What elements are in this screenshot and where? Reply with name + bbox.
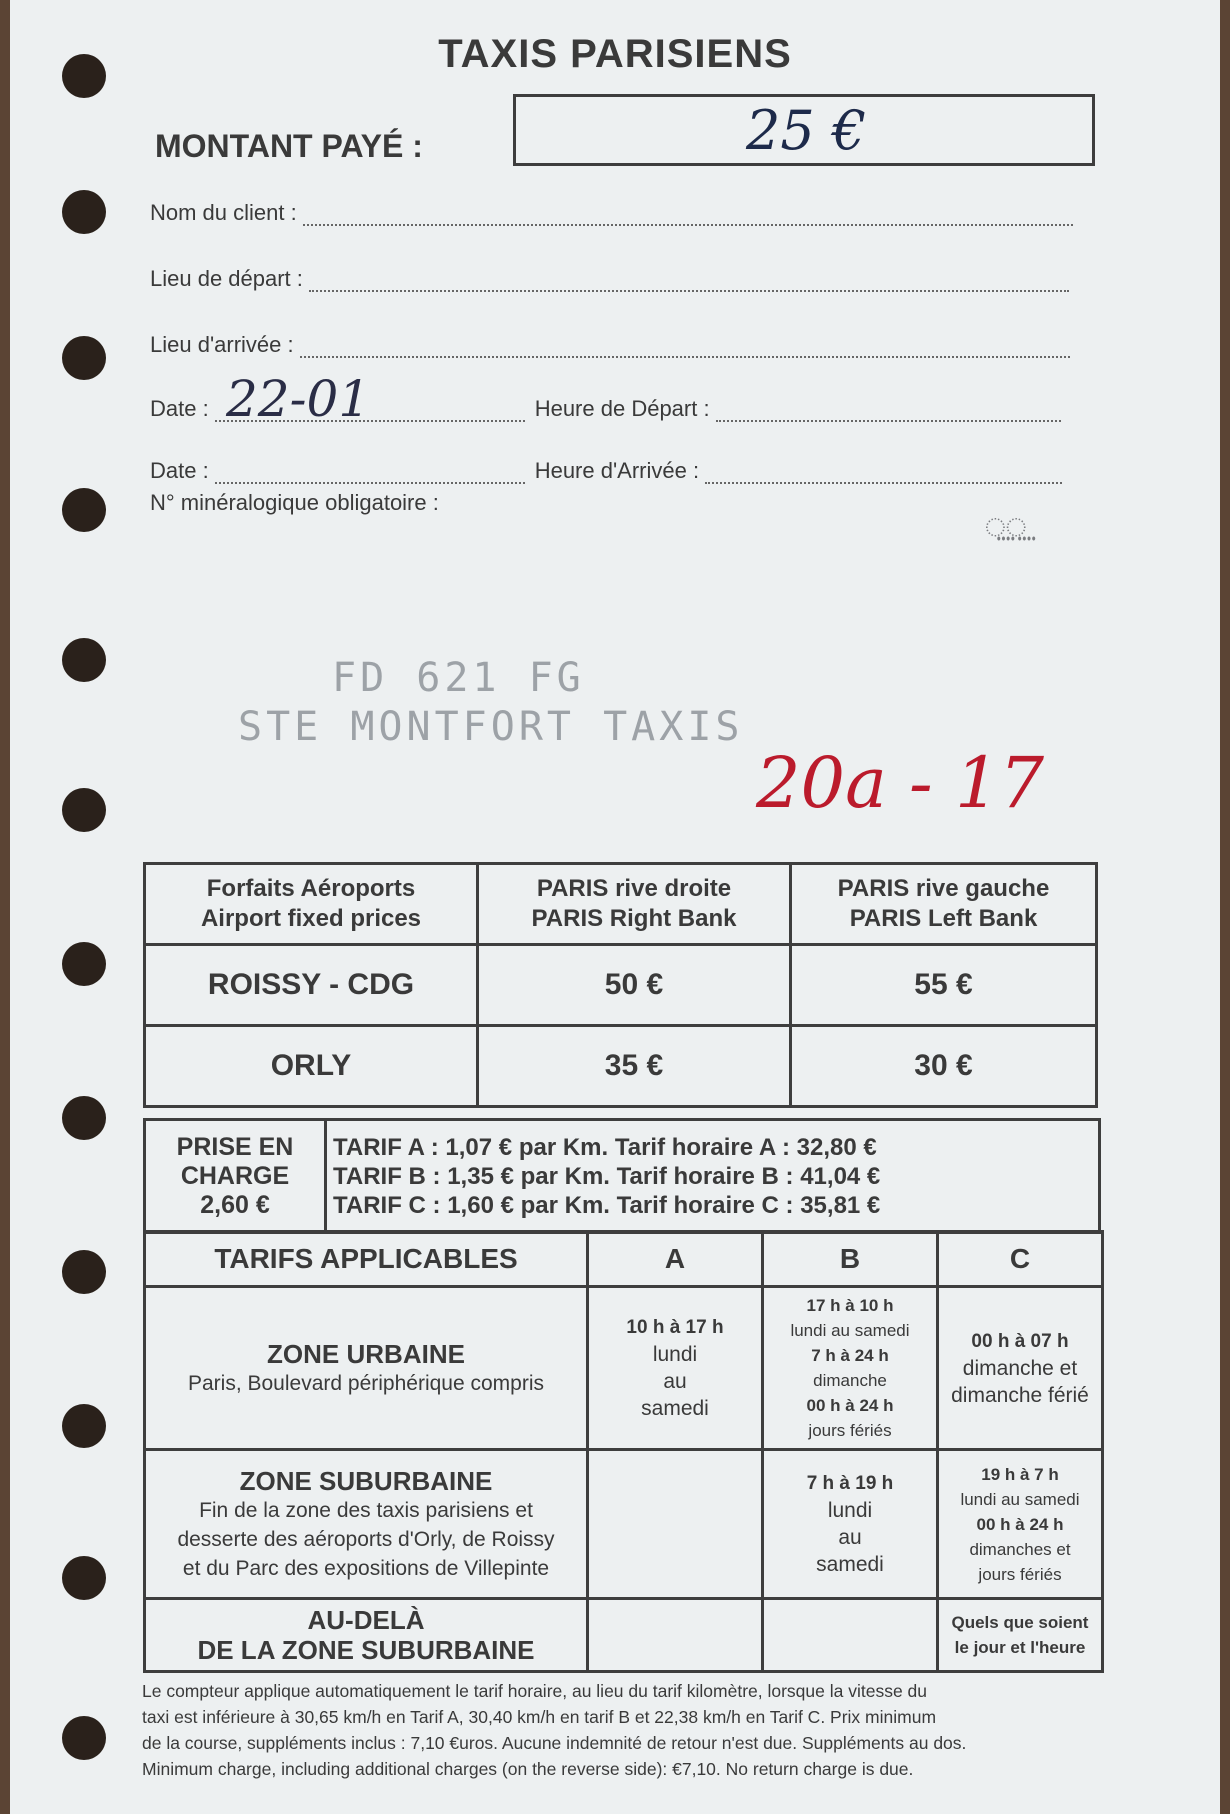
- footnote-line: taxi est inférieure à 30,65 km/h en Tarif A, 30,40 km/h en tarif B et 22,38 km/h en Tarif C. Prix minimum: [142, 1707, 937, 1727]
- binder-hole: [62, 336, 106, 380]
- schedule-cell: [938, 1287, 1103, 1450]
- zone-description: Paris, Boulevard périphérique compris: [187, 1371, 544, 1395]
- departure-time-label: Heure de Départ :: [534, 396, 710, 421]
- arrival-date-field: [150, 458, 1062, 484]
- price-right-bank: 50 €: [478, 945, 791, 1026]
- schedule-line: dimanches et: [969, 1539, 1071, 1559]
- schedule-cell: [938, 1599, 1103, 1672]
- schedule-cell-empty: [588, 1450, 763, 1599]
- arrival-place-label: Lieu d'arrivée :: [150, 332, 294, 357]
- zone-cell: [145, 1450, 588, 1599]
- binder-hole: [62, 638, 106, 682]
- schedule-line: 00 h à 24 h: [976, 1514, 1064, 1534]
- binder-hole: [62, 1404, 106, 1448]
- amount-box: [513, 94, 1095, 166]
- schedule-line: lundi: [827, 1499, 873, 1522]
- price-left-bank: 30 €: [791, 1026, 1097, 1107]
- schedule-line: 7 h à 24 h: [811, 1346, 889, 1365]
- zones-table: [143, 1230, 1104, 1673]
- pickup-charge-text: PRISE EN: [176, 1132, 294, 1161]
- handwritten-note: 20a - 17: [756, 742, 1045, 824]
- header-label: Airport fixed prices: [200, 905, 422, 932]
- arrival-place-field: [150, 332, 1070, 358]
- schedule-line: au: [838, 1526, 862, 1549]
- zone-name: ZONE URBAINE: [267, 1338, 465, 1369]
- schedule-line: jours fériés: [978, 1564, 1062, 1584]
- footnote-line: de la course, suppléments inclus : 7,10 €uros. Aucune indemnité de retour n'est due. Suppléments au dos.: [142, 1733, 967, 1753]
- schedule-line: 00 h à 24 h: [806, 1396, 894, 1415]
- table-row: [145, 945, 1097, 1026]
- zone-name: ZONE SUBURBAINE: [239, 1465, 493, 1496]
- binder-hole: [62, 488, 106, 532]
- binder-hole: [62, 1250, 106, 1294]
- pickup-charge-cell: [145, 1120, 326, 1233]
- tariff-table: [143, 1118, 1101, 1234]
- client-name-field: [150, 200, 1073, 226]
- arrival-time-label: Heure d'Arrivée :: [534, 458, 700, 483]
- binder-hole: [62, 1096, 106, 1140]
- stamp-company: STE MONTFORT TAXIS: [238, 704, 744, 750]
- date-label: Date :: [150, 396, 209, 421]
- tariff-lines-cell: [326, 1120, 1100, 1233]
- tariff-line: TARIF C : 1,60 € par Km. Tarif horaire C : 35,81 €: [333, 1191, 881, 1219]
- schedule-line: 10 h à 17 h: [626, 1317, 724, 1338]
- schedule-line: 7 h à 19 h: [806, 1473, 894, 1494]
- footnote: [142, 1678, 1107, 1782]
- price-right-bank: 35 €: [478, 1026, 791, 1107]
- schedule-line: au: [663, 1370, 687, 1393]
- pickup-charge-value: 2,60 €: [200, 1190, 270, 1219]
- table-row: [145, 1232, 1103, 1287]
- schedule-cell: [938, 1450, 1103, 1599]
- schedule-line: 19 h à 7 h: [981, 1464, 1059, 1484]
- schedule-cell: [763, 1287, 938, 1450]
- stamp-mark: ⵿⵿: [985, 512, 1026, 542]
- schedule-cell: [588, 1287, 763, 1450]
- amount-label: MONTANT PAYÉ :: [155, 128, 423, 164]
- footnote-line: Minimum charge, including additional charges (on the reverse side): €7,10. No return charge is due.: [142, 1759, 914, 1779]
- plate-number-field: [150, 490, 439, 516]
- schedule-line: lundi: [652, 1343, 698, 1366]
- dotted-line: [716, 404, 1061, 422]
- schedule-line: 00 h à 07 h: [971, 1330, 1069, 1352]
- departure-place-field: [150, 266, 1069, 292]
- header-label: Forfaits Aéroports: [206, 875, 416, 902]
- dotted-line: [309, 274, 1069, 292]
- stamp-plate: FD 621 FG: [332, 655, 585, 701]
- table-row: [145, 864, 1097, 945]
- zone-cell: [145, 1599, 588, 1672]
- binder-hole: [62, 788, 106, 832]
- table-row: [145, 1599, 1103, 1672]
- plate-number-label: N° minéralogique obligatoire :: [150, 490, 439, 515]
- amount-value: 25 €: [746, 99, 867, 162]
- header-label: PARIS Left Bank: [849, 905, 1038, 932]
- zones-header-cell: B: [763, 1232, 938, 1287]
- dotted-line: [300, 340, 1070, 358]
- binder-hole: [62, 1716, 106, 1760]
- table-row: [145, 1026, 1097, 1107]
- airport-prices-table: [143, 862, 1098, 1108]
- schedule-line: lundi au samedi: [790, 1321, 910, 1340]
- zones-header-cell: A: [588, 1232, 763, 1287]
- schedule-line: dimanche: [813, 1371, 887, 1390]
- table-cell: [791, 864, 1097, 945]
- table-row: [145, 1120, 1100, 1233]
- airport-name: ORLY: [145, 1026, 478, 1107]
- zones-header-cell: C: [938, 1232, 1103, 1287]
- airport-name: ROISSY - CDG: [145, 945, 478, 1026]
- binder-hole: [62, 942, 106, 986]
- schedule-line: dimanche et: [962, 1356, 1078, 1380]
- dotted-line: [705, 466, 1062, 484]
- table-row: [145, 1287, 1103, 1450]
- dotted-line: [303, 208, 1073, 226]
- header-label: PARIS rive gauche: [837, 875, 1050, 902]
- price-left-bank: 55 €: [791, 945, 1097, 1026]
- schedule-line: le jour et l'heure: [954, 1638, 1086, 1657]
- table-cell: [478, 864, 791, 945]
- schedule-line: 17 h à 10 h: [806, 1296, 894, 1315]
- zone-description: desserte des aéroports d'Orly, de Roissy: [177, 1527, 555, 1551]
- zones-header-cell: TARIFS APPLICABLES: [145, 1232, 588, 1287]
- zone-cell: [145, 1287, 588, 1450]
- schedule-cell-empty: [588, 1599, 763, 1672]
- departure-place-label: Lieu de départ :: [150, 266, 303, 291]
- client-name-label: Nom du client :: [150, 200, 297, 225]
- footnote-line: Le compteur applique automatiquement le tarif horaire, au lieu du tarif kilomètre, lorsque la vitesse du: [142, 1681, 928, 1701]
- table-row: [145, 1450, 1103, 1599]
- binder-hole: [62, 1556, 106, 1600]
- schedule-line: dimanche férié: [951, 1383, 1089, 1407]
- date-label: Date :: [150, 458, 209, 483]
- zone-description: Fin de la zone des taxis parisiens et: [199, 1498, 533, 1522]
- dotted-line: [215, 466, 525, 484]
- schedule-line: jours fériés: [808, 1421, 892, 1440]
- zone-name: AU-DELÀ: [307, 1605, 425, 1635]
- table-cell: [145, 864, 478, 945]
- zone-description: et du Parc des expositions de Villepinte: [182, 1556, 550, 1580]
- tariff-line: TARIF A : 1,07 € par Km. Tarif horaire A : 32,80 €: [333, 1133, 877, 1161]
- header-label: PARIS Right Bank: [531, 905, 737, 932]
- pickup-charge-text: CHARGE: [180, 1161, 290, 1190]
- handwritten-date: 22-01: [226, 370, 371, 428]
- receipt-title: TAXIS PARISIENS: [438, 32, 792, 76]
- zone-name: DE LA ZONE SUBURBAINE: [197, 1635, 535, 1665]
- schedule-line: Quels que soient: [951, 1613, 1089, 1632]
- schedule-line: samedi: [641, 1397, 709, 1420]
- tariff-line: TARIF B : 1,35 € par Km. Tarif horaire B : 41,04 €: [333, 1162, 881, 1190]
- binder-hole: [62, 190, 106, 234]
- schedule-line: lundi au samedi: [960, 1489, 1080, 1509]
- header-label: PARIS rive droite: [536, 875, 732, 902]
- schedule-cell: [763, 1450, 938, 1599]
- schedule-line: samedi: [816, 1553, 884, 1576]
- schedule-cell-empty: [763, 1599, 938, 1672]
